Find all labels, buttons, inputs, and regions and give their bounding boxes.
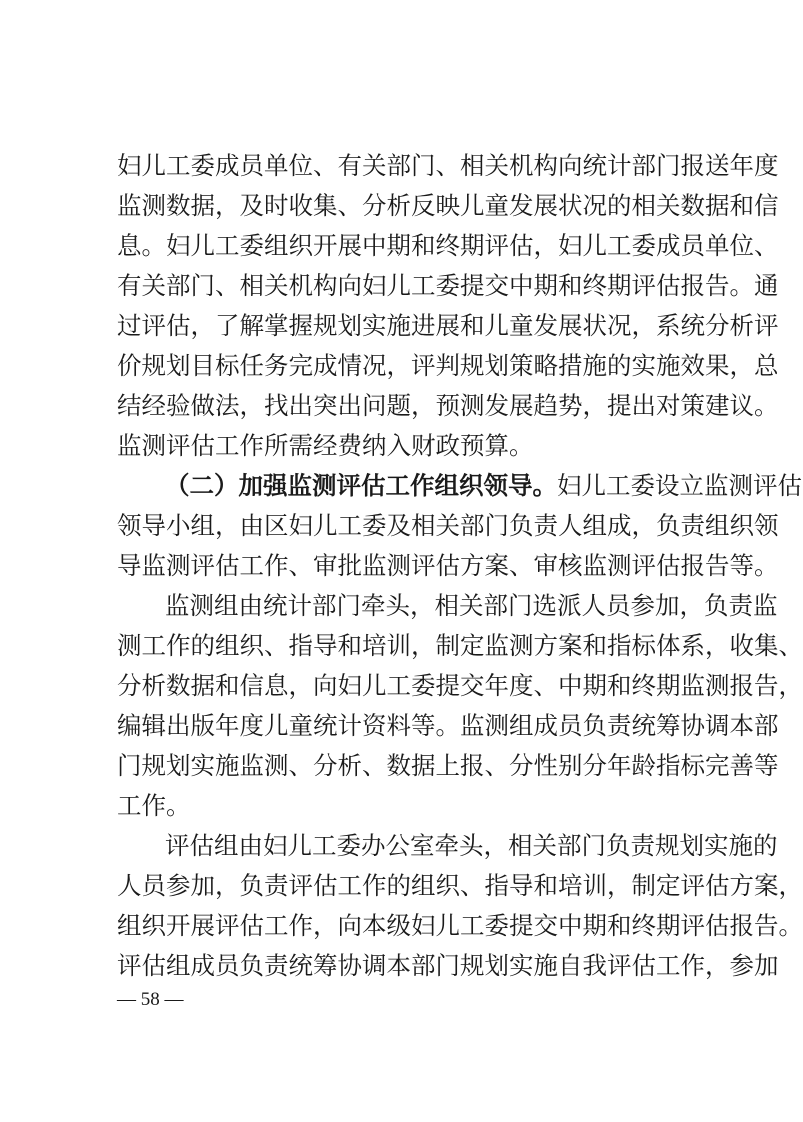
paragraph-1-line-4: 有关部门、相关机构向妇儿工委提交中期和终期评估报告。通 bbox=[117, 271, 779, 300]
paragraph-1-line-7: 结经验做法，找出突出问题，预测发展趋势，提出对策建议。 bbox=[117, 391, 779, 420]
paragraph-3-line-6: 工作。 bbox=[117, 791, 191, 820]
paragraph-2-line-3: 导监测评估工作、审批监测评估方案、审核监测评估报告等。 bbox=[117, 551, 779, 580]
paragraph-1-line-6: 价规划目标任务完成情况，评判规划策略措施的实施效果，总 bbox=[117, 351, 779, 380]
paragraph-3-line-5: 门规划实施监测、分析、数据上报、分性别分年龄指标完善等 bbox=[117, 751, 779, 780]
page-number: — 58 — bbox=[117, 989, 184, 1010]
paragraph-4-line-4: 评估组成员负责统筹协调本部门规划实施自我评估工作，参加 bbox=[117, 951, 779, 980]
paragraph-3-line-4: 编辑出版年度儿童统计资料等。监测组成员负责统筹协调本部 bbox=[117, 711, 779, 740]
paragraph-4-line-1: 评估组由妇儿工委办公室牵头，相关部门负责规划实施的 bbox=[165, 831, 778, 860]
paragraph-2-line-2: 领导小组，由区妇儿工委及相关部门负责人组成，负责组织领 bbox=[117, 511, 779, 540]
paragraph-1-line-5: 过评估，了解掌握规划实施进展和儿童发展状况，系统分析评 bbox=[117, 311, 779, 340]
paragraph-4-line-3: 组织开展评估工作，向本级妇儿工委提交中期和终期评估报告。 bbox=[117, 911, 803, 940]
paragraph-2-line-1-text: 妇儿工委设立监测评估 bbox=[557, 471, 802, 500]
paragraph-1-line-1: 妇儿工委成员单位、有关部门、相关机构向统计部门报送年度 bbox=[117, 151, 779, 180]
paragraph-3-line-2: 测工作的组织、指导和培训，制定监测方案和指标体系，收集、 bbox=[117, 631, 803, 660]
paragraph-2-line-1 bbox=[165, 468, 802, 504]
paragraph-1-line-8: 监测评估工作所需经费纳入财政预算。 bbox=[117, 431, 534, 460]
paragraph-1-line-3: 息。妇儿工委组织开展中期和终期评估，妇儿工委成员单位、 bbox=[117, 231, 779, 260]
paragraph-1-line-2: 监测数据，及时收集、分析反映儿童发展状况的相关数据和信 bbox=[117, 191, 779, 220]
paragraph-3-line-3: 分析数据和信息，向妇儿工委提交年度、中期和终期监测报告， bbox=[117, 671, 803, 700]
section-heading: （二）加强监测评估工作组织领导。 bbox=[165, 471, 557, 500]
paragraph-4-line-2: 人员参加，负责评估工作的组织、指导和培训，制定评估方案， bbox=[117, 871, 803, 900]
paragraph-3-line-1: 监测组由统计部门牵头，相关部门选派人员参加，负责监 bbox=[165, 591, 778, 620]
